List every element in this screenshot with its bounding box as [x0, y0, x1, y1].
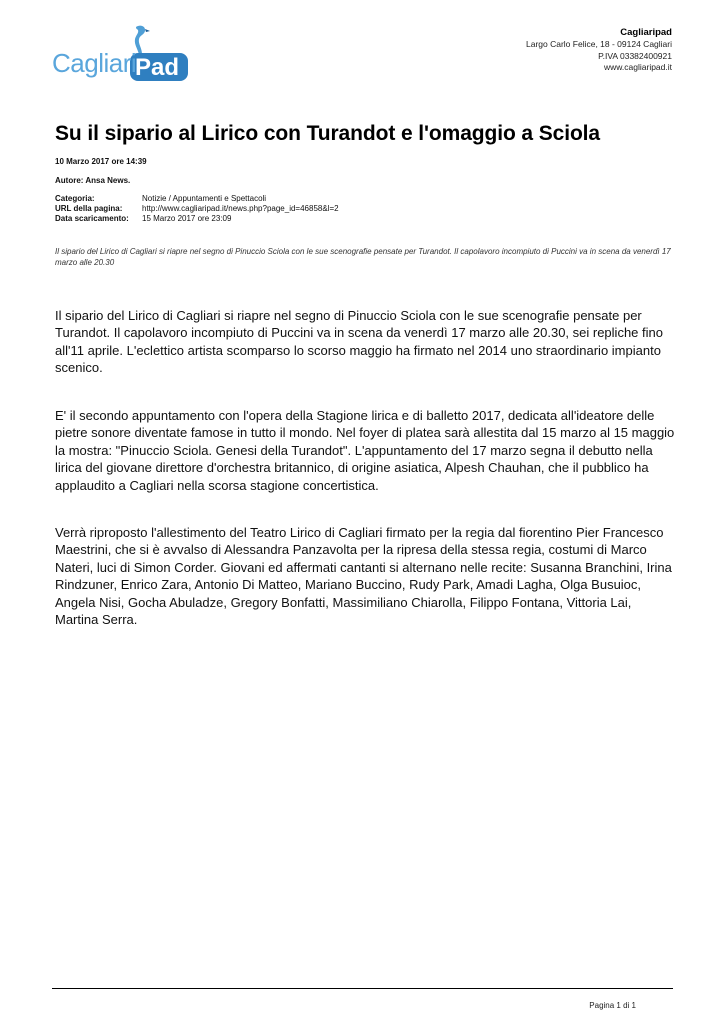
meta-row-category — [55, 194, 339, 204]
meta-label: Data scaricamento: — [55, 214, 129, 223]
article-paragraph: Verrà riproposto l'allestimento del Teatro Lirico di Cagliari firmato per la regia dal fiorentino Pier Francesco Maestrini, che si è avvalso di Alessandra Panzavolta per la ripresa della stessa regia, costumi di Marco Nateri, luci di Simon Corder. Giovani ed affermati cantanti si alternano nelle recite: Susanna Branchini, Irina Rindzuner, Enrico Zara, Antonio Di Matteo, Mariano Buccino, Rudy Park, Amadi Lagha, Olga Busuioc, Angela Nisi, Gocha Abuladze, Gregory Bonfatti, Massimiliano Chiarolla, Filippo Fontana, Vittoria Lai, Martina Serra. — [55, 525, 672, 628]
article-title: Su il sipario al Lirico con Turandot e l'omaggio a Sciola — [55, 122, 600, 145]
article-date: 10 Marzo 2017 ore 14:39 — [55, 157, 147, 166]
article-paragraph: Il sipario del Lirico di Cagliari si riapre nel segno di Pinuccio Sciola con le sue scenografie pensate per Turandot. Il capolavoro incompiuto di Puccini va in scena da venerdì 17 marzo alle 20.30, sei repliche fino all'11 aprile. L'eclettico artista scomparso lo scorso maggio ha firmato nel 2014 uno straordinario impianto scenico. — [55, 308, 663, 376]
page-number: Pagina 1 di 1 — [589, 1001, 636, 1010]
company-vat: P.IVA 03382400921 — [598, 50, 672, 61]
meta-label: URL della pagina: — [55, 204, 123, 213]
article-paragraph: E' il secondo appuntamento con l'opera della Stagione lirica e di balletto 2017, dedicata all'ideatore delle pietre sonore diventate famose in tutto il mondo. Nel foyer di platea sarà allestita dal 15 marzo al 15 maggio la mostra: "Pinuccio Sciola. Genesi della Turandot". L'appuntamento del 17 marzo segna il debutto nella lirica del giovane direttore d'orchestra britannico, di origine asiatica, Alpesh Chauhan, che il pubblico ha applaudito a Cagliari nella scorsa stagione concertistica. — [55, 408, 675, 493]
company-website[interactable]: www.cagliaripad.it — [603, 62, 672, 72]
meta-row-url — [55, 204, 339, 214]
company-info — [526, 26, 672, 74]
meta-row-download-date — [55, 214, 339, 224]
svg-text:Cagliari: Cagliari — [52, 48, 137, 78]
article-summary: Il sipario del Lirico di Cagliari si riapre nel segno di Pinuccio Sciola con le sue scenografie pensate per Turandot. Il capolavoro incompiuto di Puccini va in scena da venerdì 17 marzo alle 20.30 — [55, 247, 671, 267]
svg-text:Pad: Pad — [135, 54, 180, 81]
footer-divider — [52, 988, 673, 989]
meta-value: 15 Marzo 2017 ore 23:09 — [142, 214, 232, 223]
article-author: Autore: Ansa News. — [55, 176, 131, 185]
article-meta — [55, 194, 339, 224]
company-name: Cagliaripad — [620, 27, 672, 38]
meta-value: Notizie / Appuntamenti e Spettacoli — [142, 194, 267, 203]
cagliaripad-logo — [50, 22, 192, 86]
meta-label: Categoria: — [55, 194, 95, 203]
meta-url-link[interactable]: http://www.cagliaripad.it/news.php?page_id=46858&l=2 — [142, 204, 339, 213]
company-address: Largo Carlo Felice, 18 - 09124 Cagliari — [526, 39, 672, 49]
